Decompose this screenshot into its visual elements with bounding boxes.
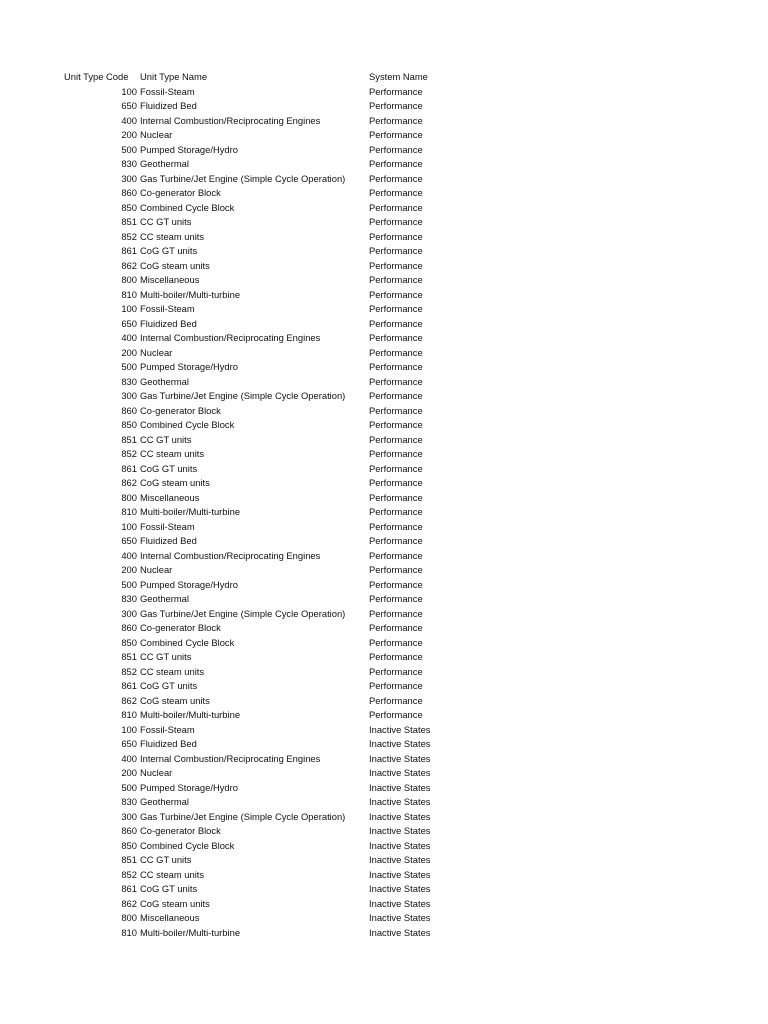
header-system-name: System Name bbox=[369, 71, 428, 82]
unit-type-name-cell: Multi-boiler/Multi-turbine bbox=[140, 926, 241, 938]
system-name-cell: Inactive States bbox=[369, 854, 431, 865]
unit-type-name-cell: Pumped Storage/Hydro bbox=[140, 143, 238, 155]
table-row bbox=[0, 273, 768, 288]
unit-type-code-cell: 850 bbox=[121, 839, 137, 851]
table-row bbox=[0, 708, 768, 723]
table-row bbox=[0, 476, 768, 491]
table-row bbox=[0, 172, 768, 187]
table-row bbox=[0, 447, 768, 462]
unit-type-code-cell: 850 bbox=[121, 419, 137, 430]
unit-type-code-cell: 861 bbox=[121, 245, 137, 256]
unit-type-name-cell: Miscellaneous bbox=[140, 912, 200, 923]
unit-type-name-cell: Fluidized Bed bbox=[140, 317, 197, 329]
unit-type-code-cell: 830 bbox=[121, 375, 137, 387]
table-row bbox=[0, 505, 768, 520]
table-row bbox=[0, 752, 768, 767]
unit-type-code-cell: 300 bbox=[121, 172, 137, 184]
unit-type-name-cell: Pumped Storage/Hydro bbox=[140, 361, 238, 372]
system-name-cell: Performance bbox=[369, 187, 423, 198]
system-name-cell: Performance bbox=[369, 201, 423, 213]
system-name-cell: Performance bbox=[369, 462, 423, 474]
system-name-cell: Performance bbox=[369, 680, 423, 691]
unit-type-code-cell: 800 bbox=[121, 491, 137, 503]
header-unit-type-code: Unit Type Code bbox=[64, 71, 129, 82]
system-name-cell: Performance bbox=[369, 506, 423, 517]
table-row bbox=[0, 824, 768, 839]
unit-type-code-cell: 852 bbox=[121, 230, 137, 242]
unit-type-code-cell: 500 bbox=[121, 143, 137, 155]
table-row bbox=[0, 665, 768, 680]
system-name-cell: Performance bbox=[369, 143, 423, 155]
system-name-cell: Performance bbox=[369, 158, 423, 169]
unit-type-name-cell: Nuclear bbox=[140, 564, 173, 575]
system-name-cell: Inactive States bbox=[369, 912, 431, 923]
unit-type-name-cell: Combined Cycle Block bbox=[140, 839, 235, 851]
unit-type-name-cell: Nuclear bbox=[140, 129, 173, 140]
unit-type-code-cell: 100 bbox=[121, 303, 137, 314]
system-name-cell: Inactive States bbox=[369, 767, 431, 778]
system-name-cell: Performance bbox=[369, 622, 423, 633]
unit-type-name-cell: Fluidized Bed bbox=[140, 100, 197, 111]
system-name-cell: Performance bbox=[369, 274, 423, 285]
system-name-cell: Performance bbox=[369, 491, 423, 503]
unit-type-code-cell: 810 bbox=[121, 926, 137, 938]
table-row bbox=[0, 230, 768, 245]
system-name-cell: Performance bbox=[369, 390, 423, 401]
unit-type-name-cell: CoG GT units bbox=[140, 680, 198, 691]
table-row bbox=[0, 839, 768, 854]
unit-type-code-cell: 200 bbox=[121, 346, 137, 358]
table-row bbox=[0, 897, 768, 912]
unit-type-code-cell: 650 bbox=[121, 317, 137, 329]
table-row bbox=[0, 607, 768, 622]
unit-type-code-cell: 650 bbox=[121, 535, 137, 546]
unit-type-name-cell: CC steam units bbox=[140, 665, 205, 677]
table-row bbox=[0, 766, 768, 781]
unit-type-code-cell: 400 bbox=[121, 549, 137, 561]
unit-type-name-cell: Fluidized Bed bbox=[140, 738, 197, 749]
unit-type-name-cell: Geothermal bbox=[140, 158, 189, 169]
unit-type-code-cell: 200 bbox=[121, 767, 137, 778]
unit-type-code-cell: 500 bbox=[121, 361, 137, 372]
unit-type-code-cell: 810 bbox=[121, 506, 137, 517]
unit-type-code-cell: 860 bbox=[121, 187, 137, 198]
unit-type-code-cell: 852 bbox=[121, 868, 137, 880]
unit-type-code-cell: 860 bbox=[121, 404, 137, 416]
unit-type-name-cell: Internal Combustion/Reciprocating Engines bbox=[140, 752, 321, 764]
unit-type-code-cell: 862 bbox=[121, 694, 137, 706]
unit-type-name-cell: Internal Combustion/Reciprocating Engines bbox=[140, 549, 321, 561]
system-name-cell: Performance bbox=[369, 100, 423, 111]
table-row bbox=[0, 694, 768, 709]
system-name-cell: Inactive States bbox=[369, 825, 431, 836]
table-row bbox=[0, 520, 768, 535]
unit-type-name-cell: CC steam units bbox=[140, 448, 205, 459]
unit-type-name-cell: Pumped Storage/Hydro bbox=[140, 578, 238, 590]
table-row bbox=[0, 882, 768, 897]
system-name-cell: Performance bbox=[369, 593, 423, 604]
system-name-cell: Performance bbox=[369, 520, 423, 532]
unit-type-name-cell: CoG steam units bbox=[140, 477, 210, 488]
unit-type-code-cell: 850 bbox=[121, 201, 137, 213]
system-name-cell: Performance bbox=[369, 433, 423, 445]
unit-type-name-cell: CoG GT units bbox=[140, 462, 198, 474]
table-row bbox=[0, 389, 768, 404]
unit-type-name-cell: CoG steam units bbox=[140, 694, 210, 706]
unit-type-code-cell: 650 bbox=[121, 100, 137, 111]
system-name-cell: Performance bbox=[369, 404, 423, 416]
unit-type-code-cell: 860 bbox=[121, 622, 137, 633]
system-name-cell: Performance bbox=[369, 317, 423, 329]
table-row bbox=[0, 244, 768, 259]
system-name-cell: Performance bbox=[369, 332, 423, 343]
system-name-cell: Performance bbox=[369, 114, 423, 126]
table-row bbox=[0, 215, 768, 230]
system-name-cell: Performance bbox=[369, 230, 423, 242]
unit-type-code-cell: 861 bbox=[121, 883, 137, 894]
table-row bbox=[0, 99, 768, 114]
table-row bbox=[0, 404, 768, 419]
table-row bbox=[0, 418, 768, 433]
unit-type-name-cell: Nuclear bbox=[140, 346, 173, 358]
system-name-cell: Performance bbox=[369, 665, 423, 677]
system-name-cell: Performance bbox=[369, 288, 423, 300]
unit-type-name-cell: Geothermal bbox=[140, 593, 189, 604]
table-row bbox=[0, 201, 768, 216]
unit-type-code-cell: 300 bbox=[121, 390, 137, 401]
table-row bbox=[0, 911, 768, 926]
unit-type-code-cell: 862 bbox=[121, 259, 137, 271]
unit-type-code-cell: 810 bbox=[121, 288, 137, 300]
unit-type-code-cell: 200 bbox=[121, 129, 137, 140]
system-name-cell: Performance bbox=[369, 129, 423, 140]
table-header bbox=[0, 70, 768, 85]
unit-type-name-cell: Combined Cycle Block bbox=[140, 419, 235, 430]
unit-type-name-cell: Internal Combustion/Reciprocating Engines bbox=[140, 332, 321, 343]
system-name-cell: Performance bbox=[369, 709, 423, 720]
table-row bbox=[0, 563, 768, 578]
unit-type-name-cell: CoG steam units bbox=[140, 897, 210, 909]
unit-type-name-cell: Fossil-Steam bbox=[140, 85, 195, 97]
system-name-cell: Performance bbox=[369, 303, 423, 314]
table-row bbox=[0, 360, 768, 375]
table-row bbox=[0, 926, 768, 941]
system-name-cell: Performance bbox=[369, 578, 423, 590]
unit-type-code-cell: 400 bbox=[121, 332, 137, 343]
unit-type-name-cell: Geothermal bbox=[140, 375, 189, 387]
table-row bbox=[0, 302, 768, 317]
unit-type-code-cell: 200 bbox=[121, 564, 137, 575]
unit-type-name-cell: Miscellaneous bbox=[140, 274, 200, 285]
table-row bbox=[0, 143, 768, 158]
unit-type-name-cell: Gas Turbine/Jet Engine (Simple Cycle Operation) bbox=[140, 607, 346, 619]
unit-type-code-cell: 300 bbox=[121, 607, 137, 619]
unit-type-code-cell: 100 bbox=[121, 85, 137, 97]
unit-type-code-cell: 800 bbox=[121, 274, 137, 285]
unit-type-name-cell: CC GT units bbox=[140, 433, 192, 445]
unit-type-code-cell: 851 bbox=[121, 433, 137, 445]
unit-type-code-cell: 830 bbox=[121, 796, 137, 807]
unit-type-name-cell: Fluidized Bed bbox=[140, 535, 197, 546]
unit-type-name-cell: CC GT units bbox=[140, 651, 192, 662]
system-name-cell: Performance bbox=[369, 172, 423, 184]
table-row bbox=[0, 491, 768, 506]
system-name-cell: Inactive States bbox=[369, 883, 431, 894]
unit-type-code-cell: 500 bbox=[121, 781, 137, 793]
unit-type-code-cell: 400 bbox=[121, 752, 137, 764]
unit-type-code-cell: 851 bbox=[121, 216, 137, 227]
unit-type-name-cell: CoG GT units bbox=[140, 245, 198, 256]
unit-type-code-cell: 300 bbox=[121, 810, 137, 822]
unit-type-code-cell: 852 bbox=[121, 448, 137, 459]
unit-type-name-cell: Fossil-Steam bbox=[140, 723, 195, 735]
unit-type-code-cell: 830 bbox=[121, 158, 137, 169]
system-name-cell: Performance bbox=[369, 636, 423, 648]
system-name-cell: Inactive States bbox=[369, 723, 431, 735]
system-name-cell: Inactive States bbox=[369, 897, 431, 909]
unit-type-code-cell: 100 bbox=[121, 520, 137, 532]
table-row bbox=[0, 534, 768, 549]
unit-type-name-cell: Co-generator Block bbox=[140, 825, 221, 836]
table-row bbox=[0, 549, 768, 564]
unit-type-name-cell: Internal Combustion/Reciprocating Engines bbox=[140, 114, 321, 126]
unit-type-table bbox=[0, 70, 768, 940]
system-name-cell: Inactive States bbox=[369, 738, 431, 749]
table-row bbox=[0, 795, 768, 810]
system-name-cell: Inactive States bbox=[369, 868, 431, 880]
table-row bbox=[0, 186, 768, 201]
unit-type-code-cell: 810 bbox=[121, 709, 137, 720]
unit-type-name-cell: Geothermal bbox=[140, 796, 189, 807]
table-row bbox=[0, 592, 768, 607]
table-row bbox=[0, 723, 768, 738]
system-name-cell: Performance bbox=[369, 651, 423, 662]
system-name-cell: Performance bbox=[369, 477, 423, 488]
table-row bbox=[0, 375, 768, 390]
unit-type-name-cell: Combined Cycle Block bbox=[140, 201, 235, 213]
unit-type-name-cell: Gas Turbine/Jet Engine (Simple Cycle Operation) bbox=[140, 172, 346, 184]
unit-type-name-cell: Multi-boiler/Multi-turbine bbox=[140, 288, 241, 300]
system-name-cell: Inactive States bbox=[369, 781, 431, 793]
system-name-cell: Inactive States bbox=[369, 810, 431, 822]
unit-type-code-cell: 851 bbox=[121, 651, 137, 662]
unit-type-code-cell: 862 bbox=[121, 477, 137, 488]
system-name-cell: Performance bbox=[369, 535, 423, 546]
unit-type-name-cell: Fossil-Steam bbox=[140, 520, 195, 532]
system-name-cell: Performance bbox=[369, 564, 423, 575]
table-row bbox=[0, 114, 768, 129]
unit-type-name-cell: Combined Cycle Block bbox=[140, 636, 235, 648]
system-name-cell: Inactive States bbox=[369, 752, 431, 764]
table-row bbox=[0, 868, 768, 883]
system-name-cell: Performance bbox=[369, 361, 423, 372]
header-unit-type-name: Unit Type Name bbox=[140, 71, 208, 82]
table-row bbox=[0, 331, 768, 346]
system-name-cell: Performance bbox=[369, 419, 423, 430]
unit-type-name-cell: Nuclear bbox=[140, 767, 173, 778]
table-row bbox=[0, 157, 768, 172]
unit-type-name-cell: CC GT units bbox=[140, 854, 192, 865]
system-name-cell: Performance bbox=[369, 259, 423, 271]
unit-type-name-cell: Gas Turbine/Jet Engine (Simple Cycle Operation) bbox=[140, 390, 346, 401]
table-row bbox=[0, 621, 768, 636]
unit-type-name-cell: CC GT units bbox=[140, 216, 192, 227]
unit-type-code-cell: 861 bbox=[121, 462, 137, 474]
unit-type-name-cell: Fossil-Steam bbox=[140, 303, 195, 314]
system-name-cell: Inactive States bbox=[369, 926, 431, 938]
system-name-cell: Inactive States bbox=[369, 796, 431, 807]
unit-type-name-cell: Multi-boiler/Multi-turbine bbox=[140, 709, 241, 720]
system-name-cell: Performance bbox=[369, 694, 423, 706]
unit-type-code-cell: 500 bbox=[121, 578, 137, 590]
table-body bbox=[0, 85, 768, 941]
table-row bbox=[0, 346, 768, 361]
unit-type-name-cell: Co-generator Block bbox=[140, 622, 221, 633]
table-row bbox=[0, 259, 768, 274]
unit-type-name-cell: Gas Turbine/Jet Engine (Simple Cycle Operation) bbox=[140, 810, 346, 822]
unit-type-code-cell: 100 bbox=[121, 723, 137, 735]
table-row bbox=[0, 128, 768, 143]
table-row bbox=[0, 853, 768, 868]
unit-type-code-cell: 852 bbox=[121, 665, 137, 677]
table-row bbox=[0, 810, 768, 825]
table-row bbox=[0, 433, 768, 448]
system-name-cell: Performance bbox=[369, 375, 423, 387]
table-row bbox=[0, 636, 768, 651]
system-name-cell: Performance bbox=[369, 245, 423, 256]
system-name-cell: Performance bbox=[369, 448, 423, 459]
system-name-cell: Inactive States bbox=[369, 839, 431, 851]
unit-type-name-cell: Multi-boiler/Multi-turbine bbox=[140, 506, 241, 517]
table-row bbox=[0, 462, 768, 477]
table-row bbox=[0, 737, 768, 752]
system-name-cell: Performance bbox=[369, 216, 423, 227]
table-row bbox=[0, 578, 768, 593]
unit-type-code-cell: 650 bbox=[121, 738, 137, 749]
unit-type-name-cell: Co-generator Block bbox=[140, 404, 221, 416]
system-name-cell: Performance bbox=[369, 549, 423, 561]
unit-type-name-cell: CC steam units bbox=[140, 868, 205, 880]
system-name-cell: Performance bbox=[369, 85, 423, 97]
table-row bbox=[0, 679, 768, 694]
unit-type-code-cell: 400 bbox=[121, 114, 137, 126]
unit-type-name-cell: Pumped Storage/Hydro bbox=[140, 781, 238, 793]
table-row bbox=[0, 650, 768, 665]
unit-type-name-cell: CoG GT units bbox=[140, 883, 198, 894]
table-row bbox=[0, 781, 768, 796]
unit-type-code-cell: 851 bbox=[121, 854, 137, 865]
unit-type-name-cell: CoG steam units bbox=[140, 259, 210, 271]
unit-type-name-cell: CC steam units bbox=[140, 230, 205, 242]
system-name-cell: Performance bbox=[369, 607, 423, 619]
unit-type-code-cell: 830 bbox=[121, 593, 137, 604]
system-name-cell: Performance bbox=[369, 346, 423, 358]
unit-type-code-cell: 850 bbox=[121, 636, 137, 648]
unit-type-code-cell: 862 bbox=[121, 897, 137, 909]
table-row bbox=[0, 288, 768, 303]
table-row bbox=[0, 317, 768, 332]
unit-type-code-cell: 861 bbox=[121, 680, 137, 691]
unit-type-code-cell: 860 bbox=[121, 825, 137, 836]
unit-type-name-cell: Miscellaneous bbox=[140, 491, 200, 503]
table-row bbox=[0, 85, 768, 100]
unit-type-name-cell: Co-generator Block bbox=[140, 187, 221, 198]
unit-type-code-cell: 800 bbox=[121, 912, 137, 923]
